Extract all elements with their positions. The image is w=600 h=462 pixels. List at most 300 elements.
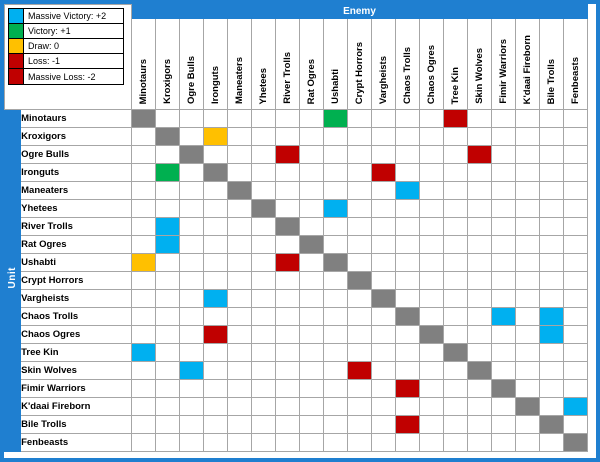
matrix-cell[interactable] — [372, 308, 396, 326]
matrix-cell[interactable] — [180, 326, 204, 344]
matrix-cell[interactable] — [516, 362, 540, 380]
matrix-cell[interactable] — [396, 308, 420, 326]
matrix-cell[interactable] — [516, 434, 540, 452]
matrix-cell[interactable] — [156, 416, 180, 434]
matrix-cell[interactable] — [180, 344, 204, 362]
matrix-cell[interactable] — [228, 146, 252, 164]
matrix-cell[interactable] — [492, 218, 516, 236]
matrix-cell[interactable] — [516, 200, 540, 218]
matrix-cell[interactable] — [468, 146, 492, 164]
matrix-cell[interactable] — [180, 398, 204, 416]
matrix-cell[interactable] — [372, 326, 396, 344]
matrix-cell[interactable] — [348, 344, 372, 362]
matrix-cell[interactable] — [540, 326, 564, 344]
matrix-cell[interactable] — [300, 308, 324, 326]
matrix-cell[interactable] — [564, 416, 588, 434]
matrix-cell[interactable] — [348, 146, 372, 164]
matrix-cell[interactable] — [324, 272, 348, 290]
matrix-cell[interactable] — [372, 434, 396, 452]
matrix-cell[interactable] — [492, 416, 516, 434]
matrix-cell[interactable] — [300, 110, 324, 128]
matrix-cell[interactable] — [348, 362, 372, 380]
matrix-cell[interactable] — [228, 434, 252, 452]
matrix-cell[interactable] — [276, 146, 300, 164]
matrix-cell[interactable] — [204, 128, 228, 146]
matrix-cell[interactable] — [252, 146, 276, 164]
matrix-cell[interactable] — [252, 434, 276, 452]
matrix-cell[interactable] — [180, 272, 204, 290]
matrix-cell[interactable] — [348, 398, 372, 416]
matrix-cell[interactable] — [564, 218, 588, 236]
matrix-cell[interactable] — [324, 254, 348, 272]
matrix-cell[interactable] — [300, 416, 324, 434]
matrix-cell[interactable] — [348, 218, 372, 236]
matrix-cell[interactable] — [420, 344, 444, 362]
matrix-cell[interactable] — [444, 182, 468, 200]
matrix-cell[interactable] — [156, 236, 180, 254]
matrix-cell[interactable] — [492, 182, 516, 200]
matrix-cell[interactable] — [468, 362, 492, 380]
matrix-cell[interactable] — [396, 272, 420, 290]
matrix-cell[interactable] — [276, 326, 300, 344]
matrix-cell[interactable] — [348, 200, 372, 218]
matrix-cell[interactable] — [252, 290, 276, 308]
matrix-cell[interactable] — [204, 362, 228, 380]
matrix-cell[interactable] — [396, 128, 420, 146]
matrix-cell[interactable] — [492, 398, 516, 416]
matrix-cell[interactable] — [492, 236, 516, 254]
matrix-cell[interactable] — [228, 236, 252, 254]
matrix-cell[interactable] — [324, 236, 348, 254]
matrix-cell[interactable] — [276, 344, 300, 362]
matrix-cell[interactable] — [468, 380, 492, 398]
matrix-cell[interactable] — [180, 182, 204, 200]
matrix-cell[interactable] — [492, 272, 516, 290]
matrix-cell[interactable] — [372, 182, 396, 200]
matrix-cell[interactable] — [132, 380, 156, 398]
matrix-cell[interactable] — [516, 164, 540, 182]
matrix-cell[interactable] — [180, 164, 204, 182]
matrix-cell[interactable] — [444, 398, 468, 416]
matrix-cell[interactable] — [300, 326, 324, 344]
matrix-cell[interactable] — [204, 146, 228, 164]
matrix-cell[interactable] — [468, 128, 492, 146]
matrix-cell[interactable] — [348, 236, 372, 254]
matrix-cell[interactable] — [156, 272, 180, 290]
matrix-cell[interactable] — [228, 362, 252, 380]
matrix-cell[interactable] — [300, 146, 324, 164]
matrix-cell[interactable] — [132, 290, 156, 308]
matrix-cell[interactable] — [396, 434, 420, 452]
matrix-cell[interactable] — [540, 128, 564, 146]
matrix-cell[interactable] — [420, 236, 444, 254]
matrix-cell[interactable] — [228, 416, 252, 434]
matrix-cell[interactable] — [252, 344, 276, 362]
matrix-cell[interactable] — [564, 362, 588, 380]
matrix-cell[interactable] — [396, 398, 420, 416]
matrix-cell[interactable] — [396, 146, 420, 164]
matrix-cell[interactable] — [468, 164, 492, 182]
matrix-cell[interactable] — [324, 110, 348, 128]
matrix-cell[interactable] — [372, 236, 396, 254]
matrix-cell[interactable] — [300, 434, 324, 452]
matrix-cell[interactable] — [492, 200, 516, 218]
matrix-cell[interactable] — [204, 308, 228, 326]
matrix-cell[interactable] — [324, 416, 348, 434]
matrix-cell[interactable] — [564, 254, 588, 272]
matrix-cell[interactable] — [180, 308, 204, 326]
matrix-cell[interactable] — [204, 380, 228, 398]
matrix-cell[interactable] — [372, 164, 396, 182]
matrix-cell[interactable] — [180, 434, 204, 452]
matrix-cell[interactable] — [228, 128, 252, 146]
matrix-cell[interactable] — [156, 434, 180, 452]
matrix-cell[interactable] — [444, 200, 468, 218]
matrix-cell[interactable] — [228, 398, 252, 416]
matrix-cell[interactable] — [516, 380, 540, 398]
matrix-cell[interactable] — [444, 416, 468, 434]
matrix-cell[interactable] — [132, 272, 156, 290]
matrix-cell[interactable] — [372, 254, 396, 272]
matrix-cell[interactable] — [468, 398, 492, 416]
matrix-cell[interactable] — [516, 146, 540, 164]
matrix-cell[interactable] — [420, 146, 444, 164]
matrix-cell[interactable] — [540, 254, 564, 272]
matrix-cell[interactable] — [372, 362, 396, 380]
matrix-cell[interactable] — [300, 344, 324, 362]
matrix-cell[interactable] — [420, 380, 444, 398]
matrix-cell[interactable] — [444, 362, 468, 380]
matrix-cell[interactable] — [252, 254, 276, 272]
matrix-cell[interactable] — [564, 164, 588, 182]
matrix-cell[interactable] — [420, 362, 444, 380]
matrix-cell[interactable] — [204, 344, 228, 362]
matrix-cell[interactable] — [540, 110, 564, 128]
matrix-cell[interactable] — [348, 416, 372, 434]
matrix-cell[interactable] — [276, 434, 300, 452]
matrix-cell[interactable] — [540, 362, 564, 380]
matrix-cell[interactable] — [276, 308, 300, 326]
matrix-cell[interactable] — [564, 290, 588, 308]
matrix-cell[interactable] — [300, 254, 324, 272]
matrix-cell[interactable] — [564, 110, 588, 128]
matrix-cell[interactable] — [276, 272, 300, 290]
matrix-cell[interactable] — [468, 272, 492, 290]
matrix-cell[interactable] — [204, 218, 228, 236]
matrix-cell[interactable] — [180, 218, 204, 236]
matrix-cell[interactable] — [300, 272, 324, 290]
matrix-cell[interactable] — [252, 110, 276, 128]
matrix-cell[interactable] — [180, 416, 204, 434]
matrix-cell[interactable] — [252, 416, 276, 434]
matrix-cell[interactable] — [228, 272, 252, 290]
matrix-cell[interactable] — [276, 362, 300, 380]
matrix-cell[interactable] — [276, 110, 300, 128]
matrix-cell[interactable] — [348, 182, 372, 200]
matrix-cell[interactable] — [276, 200, 300, 218]
matrix-cell[interactable] — [396, 362, 420, 380]
matrix-cell[interactable] — [132, 326, 156, 344]
matrix-cell[interactable] — [540, 164, 564, 182]
matrix-cell[interactable] — [324, 308, 348, 326]
matrix-cell[interactable] — [492, 326, 516, 344]
matrix-cell[interactable] — [276, 416, 300, 434]
matrix-cell[interactable] — [204, 272, 228, 290]
matrix-cell[interactable] — [420, 398, 444, 416]
matrix-cell[interactable] — [516, 344, 540, 362]
matrix-cell[interactable] — [156, 344, 180, 362]
matrix-cell[interactable] — [324, 434, 348, 452]
matrix-cell[interactable] — [180, 146, 204, 164]
matrix-cell[interactable] — [468, 290, 492, 308]
matrix-cell[interactable] — [420, 326, 444, 344]
matrix-cell[interactable] — [420, 200, 444, 218]
matrix-cell[interactable] — [204, 164, 228, 182]
matrix-cell[interactable] — [564, 434, 588, 452]
matrix-cell[interactable] — [228, 344, 252, 362]
matrix-cell[interactable] — [348, 290, 372, 308]
matrix-cell[interactable] — [276, 290, 300, 308]
matrix-cell[interactable] — [420, 110, 444, 128]
matrix-cell[interactable] — [420, 416, 444, 434]
matrix-cell[interactable] — [300, 236, 324, 254]
matrix-cell[interactable] — [204, 398, 228, 416]
matrix-cell[interactable] — [420, 290, 444, 308]
matrix-cell[interactable] — [228, 254, 252, 272]
matrix-cell[interactable] — [564, 326, 588, 344]
matrix-cell[interactable] — [324, 182, 348, 200]
matrix-cell[interactable] — [156, 182, 180, 200]
matrix-cell[interactable] — [132, 218, 156, 236]
matrix-cell[interactable] — [468, 110, 492, 128]
matrix-cell[interactable] — [276, 254, 300, 272]
matrix-cell[interactable] — [540, 344, 564, 362]
matrix-cell[interactable] — [396, 290, 420, 308]
matrix-cell[interactable] — [348, 308, 372, 326]
matrix-cell[interactable] — [324, 146, 348, 164]
matrix-cell[interactable] — [252, 128, 276, 146]
matrix-cell[interactable] — [324, 290, 348, 308]
matrix-cell[interactable] — [492, 308, 516, 326]
matrix-cell[interactable] — [348, 110, 372, 128]
matrix-cell[interactable] — [492, 290, 516, 308]
matrix-cell[interactable] — [540, 182, 564, 200]
matrix-cell[interactable] — [156, 290, 180, 308]
matrix-cell[interactable] — [516, 290, 540, 308]
matrix-cell[interactable] — [468, 200, 492, 218]
matrix-cell[interactable] — [540, 236, 564, 254]
matrix-cell[interactable] — [396, 218, 420, 236]
matrix-cell[interactable] — [564, 200, 588, 218]
matrix-cell[interactable] — [444, 128, 468, 146]
matrix-cell[interactable] — [564, 128, 588, 146]
matrix-cell[interactable] — [132, 146, 156, 164]
matrix-cell[interactable] — [372, 128, 396, 146]
matrix-cell[interactable] — [396, 236, 420, 254]
matrix-cell[interactable] — [132, 164, 156, 182]
matrix-cell[interactable] — [204, 254, 228, 272]
matrix-cell[interactable] — [492, 128, 516, 146]
matrix-cell[interactable] — [300, 380, 324, 398]
matrix-cell[interactable] — [228, 110, 252, 128]
matrix-cell[interactable] — [252, 362, 276, 380]
matrix-cell[interactable] — [180, 128, 204, 146]
matrix-cell[interactable] — [468, 326, 492, 344]
matrix-cell[interactable] — [516, 308, 540, 326]
matrix-cell[interactable] — [540, 146, 564, 164]
matrix-cell[interactable] — [420, 434, 444, 452]
matrix-cell[interactable] — [324, 344, 348, 362]
matrix-cell[interactable] — [372, 344, 396, 362]
matrix-cell[interactable] — [276, 218, 300, 236]
matrix-cell[interactable] — [540, 218, 564, 236]
matrix-cell[interactable] — [492, 254, 516, 272]
matrix-cell[interactable] — [324, 398, 348, 416]
matrix-cell[interactable] — [540, 380, 564, 398]
matrix-cell[interactable] — [564, 146, 588, 164]
matrix-cell[interactable] — [468, 344, 492, 362]
matrix-cell[interactable] — [204, 236, 228, 254]
matrix-cell[interactable] — [252, 380, 276, 398]
matrix-cell[interactable] — [540, 434, 564, 452]
matrix-cell[interactable] — [324, 200, 348, 218]
matrix-cell[interactable] — [396, 200, 420, 218]
matrix-cell[interactable] — [132, 182, 156, 200]
matrix-cell[interactable] — [156, 200, 180, 218]
matrix-cell[interactable] — [276, 236, 300, 254]
matrix-cell[interactable] — [516, 416, 540, 434]
matrix-cell[interactable] — [156, 110, 180, 128]
matrix-cell[interactable] — [492, 434, 516, 452]
matrix-cell[interactable] — [420, 272, 444, 290]
matrix-cell[interactable] — [180, 200, 204, 218]
matrix-cell[interactable] — [324, 326, 348, 344]
matrix-cell[interactable] — [228, 164, 252, 182]
matrix-cell[interactable] — [252, 164, 276, 182]
matrix-cell[interactable] — [276, 128, 300, 146]
matrix-cell[interactable] — [180, 110, 204, 128]
matrix-cell[interactable] — [180, 236, 204, 254]
matrix-cell[interactable] — [204, 290, 228, 308]
matrix-cell[interactable] — [492, 362, 516, 380]
matrix-cell[interactable] — [156, 254, 180, 272]
matrix-cell[interactable] — [540, 398, 564, 416]
matrix-cell[interactable] — [468, 218, 492, 236]
matrix-cell[interactable] — [300, 398, 324, 416]
matrix-cell[interactable] — [132, 200, 156, 218]
matrix-cell[interactable] — [276, 182, 300, 200]
matrix-cell[interactable] — [228, 326, 252, 344]
matrix-cell[interactable] — [444, 164, 468, 182]
matrix-cell[interactable] — [444, 236, 468, 254]
matrix-cell[interactable] — [180, 254, 204, 272]
matrix-cell[interactable] — [468, 254, 492, 272]
matrix-cell[interactable] — [228, 380, 252, 398]
matrix-cell[interactable] — [180, 380, 204, 398]
matrix-cell[interactable] — [252, 236, 276, 254]
matrix-cell[interactable] — [396, 164, 420, 182]
matrix-cell[interactable] — [564, 236, 588, 254]
matrix-cell[interactable] — [516, 326, 540, 344]
matrix-cell[interactable] — [228, 182, 252, 200]
matrix-cell[interactable] — [156, 128, 180, 146]
matrix-cell[interactable] — [516, 254, 540, 272]
matrix-cell[interactable] — [180, 362, 204, 380]
matrix-cell[interactable] — [156, 362, 180, 380]
matrix-cell[interactable] — [348, 164, 372, 182]
matrix-cell[interactable] — [252, 398, 276, 416]
matrix-cell[interactable] — [300, 218, 324, 236]
matrix-cell[interactable] — [156, 164, 180, 182]
matrix-cell[interactable] — [252, 308, 276, 326]
matrix-cell[interactable] — [324, 218, 348, 236]
matrix-cell[interactable] — [564, 398, 588, 416]
matrix-cell[interactable] — [228, 218, 252, 236]
matrix-cell[interactable] — [156, 146, 180, 164]
matrix-cell[interactable] — [564, 308, 588, 326]
matrix-cell[interactable] — [540, 308, 564, 326]
matrix-cell[interactable] — [420, 308, 444, 326]
matrix-cell[interactable] — [516, 398, 540, 416]
matrix-cell[interactable] — [516, 272, 540, 290]
matrix-cell[interactable] — [468, 236, 492, 254]
matrix-cell[interactable] — [468, 434, 492, 452]
matrix-cell[interactable] — [348, 434, 372, 452]
matrix-cell[interactable] — [420, 164, 444, 182]
matrix-cell[interactable] — [396, 344, 420, 362]
matrix-cell[interactable] — [300, 182, 324, 200]
matrix-cell[interactable] — [372, 416, 396, 434]
matrix-cell[interactable] — [132, 398, 156, 416]
matrix-cell[interactable] — [372, 218, 396, 236]
matrix-cell[interactable] — [420, 182, 444, 200]
matrix-cell[interactable] — [444, 380, 468, 398]
matrix-cell[interactable] — [396, 254, 420, 272]
matrix-cell[interactable] — [492, 110, 516, 128]
matrix-cell[interactable] — [156, 398, 180, 416]
matrix-cell[interactable] — [516, 236, 540, 254]
matrix-cell[interactable] — [300, 164, 324, 182]
matrix-cell[interactable] — [444, 344, 468, 362]
matrix-cell[interactable] — [276, 398, 300, 416]
matrix-cell[interactable] — [564, 182, 588, 200]
matrix-cell[interactable] — [156, 326, 180, 344]
matrix-cell[interactable] — [396, 380, 420, 398]
matrix-cell[interactable] — [348, 254, 372, 272]
matrix-cell[interactable] — [396, 416, 420, 434]
matrix-cell[interactable] — [204, 326, 228, 344]
matrix-cell[interactable] — [228, 290, 252, 308]
matrix-cell[interactable] — [228, 308, 252, 326]
matrix-cell[interactable] — [444, 254, 468, 272]
matrix-cell[interactable] — [420, 254, 444, 272]
matrix-cell[interactable] — [156, 218, 180, 236]
matrix-cell[interactable] — [276, 380, 300, 398]
matrix-cell[interactable] — [228, 200, 252, 218]
matrix-cell[interactable] — [396, 326, 420, 344]
matrix-cell[interactable] — [300, 362, 324, 380]
matrix-cell[interactable] — [444, 218, 468, 236]
matrix-cell[interactable] — [348, 272, 372, 290]
matrix-cell[interactable] — [564, 344, 588, 362]
matrix-cell[interactable] — [372, 380, 396, 398]
matrix-cell[interactable] — [420, 218, 444, 236]
matrix-cell[interactable] — [252, 218, 276, 236]
matrix-cell[interactable] — [204, 182, 228, 200]
matrix-cell[interactable] — [324, 362, 348, 380]
matrix-cell[interactable] — [372, 272, 396, 290]
matrix-cell[interactable] — [132, 254, 156, 272]
